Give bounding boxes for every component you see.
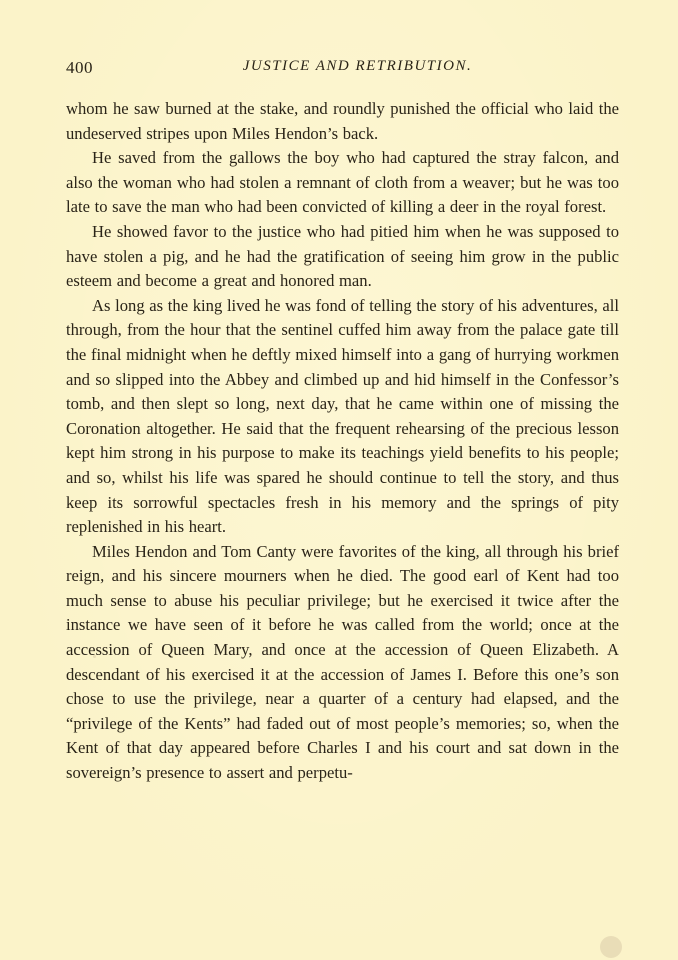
page-number: 400 bbox=[66, 58, 93, 77]
running-title: JUSTICE AND RETRIBUTION. bbox=[242, 58, 473, 74]
paper-speck bbox=[93, 655, 96, 658]
paragraph: He saved from the gallows the boy who had captured the stray falcon, and also the woman who had stolen a remnant of cloth from a weaver; but he was too late to save the man who had been convicted of killing a deer in the royal forest. bbox=[66, 148, 619, 217]
body-text bbox=[66, 97, 619, 786]
paragraph: As long as the king lived he was fond of telling the story of his adventures, all through, from the hour that the sentinel cuffed him away from the palace gate till the final midnight when he deftly mixed himself into a gang of hurrying workmen and so slipped into the Abbey and climbed up and hid himself in the Confessor’s tomb, and then slept so long, next day, that he came within one of missing the Coronation altogether. He said that the frequent rehearsing of the precious lesson kept him strong in his purpose to make its teachings yield benefits to his people; and so, whilst his life was spared he should continue to tell the story, and thus keep its sorrowful spectacles fresh in his memory and the springs of pity replenished in his heart. bbox=[66, 295, 619, 537]
running-head bbox=[66, 58, 619, 82]
paragraph: whom he saw burned at the stake, and roundly punished the official who laid the undeserved stripes upon Miles Hendon’s back. bbox=[66, 99, 619, 143]
paragraph: He showed favor to the justice who had pitied him when he was supposed to have stolen a pig, and he had the gratification of seeing him grow in the public esteem and become a great and honored man. bbox=[66, 221, 619, 291]
paper-speck bbox=[600, 936, 622, 958]
paragraph: Miles Hendon and Tom Canty were favorites of the king, all through his brief reign, and his sincere mourners when he died. The good earl of Kent had too much sense to abuse his peculiar privilege; but he exercised it twice after the instance we have seen of it before he was called from the world; once at the accession of Queen Mary, and once at the accession of Queen Elizabeth. A descendant of his exercised it at the accession of James I. Before this one’s son chose to use the privilege, near a quarter of a century had elapsed, and the “privilege of the Kents” had faded out of most people’s memories; so, when the Kent of that day appeared before Charles I and his court and sat down in the sovereign’s presence to assert and perpetu- bbox=[66, 541, 619, 783]
